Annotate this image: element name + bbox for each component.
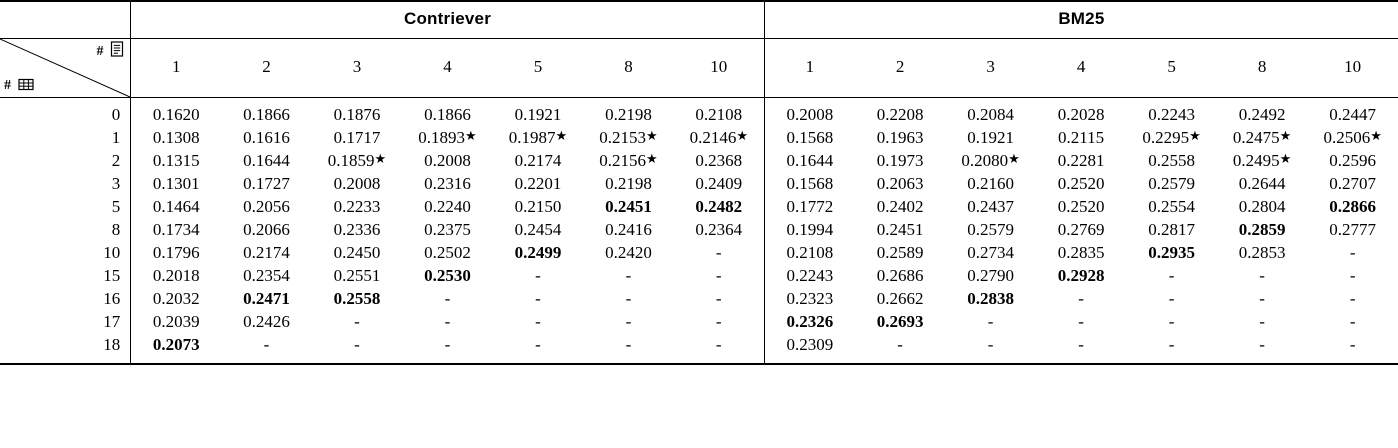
cell-contriever-3-row-18: - bbox=[312, 334, 403, 365]
cell-contriever-2-row-2: 0.1644 bbox=[243, 151, 290, 170]
cell-bm25-4-row-2: 0.2281 bbox=[1057, 151, 1105, 170]
table-row bbox=[0, 173, 1398, 196]
cell-contriever-2-row-16: 0.2471 bbox=[243, 289, 290, 308]
table-row bbox=[0, 219, 1398, 242]
cell-contriever-8-row-17: - bbox=[625, 312, 632, 331]
row-label: 5 bbox=[111, 197, 121, 216]
col-header-contriever-3: 3 bbox=[312, 39, 403, 98]
cell-contriever-10-row-10: - bbox=[715, 243, 722, 262]
group-header-row bbox=[0, 1, 1398, 39]
col-header-bm25-5: 5 bbox=[1126, 39, 1217, 98]
cell-contriever-2-row-5: 0.2056 bbox=[243, 197, 290, 216]
corner-label-documents: # bbox=[97, 41, 125, 62]
row-label: 2 bbox=[111, 151, 121, 170]
cell-contriever-1-row-15: 0.2018 bbox=[131, 265, 222, 288]
cell-bm25-5-row-5: 0.2554 bbox=[1148, 197, 1195, 216]
table-row bbox=[0, 288, 1398, 311]
cell-bm25-1-row-10: 0.2108 bbox=[764, 242, 855, 265]
cell-contriever-8-row-15: - bbox=[625, 266, 632, 285]
cell-bm25-2-row-18: - bbox=[855, 334, 946, 365]
col-header-contriever-10: 10 bbox=[674, 39, 765, 98]
cell-bm25-2-row-10: 0.2589 bbox=[876, 243, 924, 262]
column-header-row bbox=[0, 39, 1398, 98]
cell-bm25-3-row-17: - bbox=[987, 312, 994, 331]
cell-contriever-5-row-5: 0.2150 bbox=[514, 197, 562, 216]
cell-bm25-3-row-10: 0.2734 bbox=[967, 243, 1014, 262]
cell-bm25-5-row-3: 0.2579 bbox=[1148, 174, 1195, 193]
cell-bm25-5-row-18: - bbox=[1126, 334, 1217, 365]
cell-bm25-3-row-2: 0.2080★ bbox=[961, 151, 1020, 170]
cell-contriever-4-row-16: - bbox=[444, 289, 451, 308]
significance-star: ★ bbox=[465, 128, 477, 143]
cell-contriever-10-row-15: - bbox=[715, 266, 722, 285]
cell-contriever-10-row-2: 0.2368 bbox=[695, 151, 743, 170]
cell-contriever-1-row-18: 0.2073 bbox=[131, 334, 222, 365]
significance-star: ★ bbox=[1279, 151, 1292, 166]
cell-contriever-2-row-3: 0.1727 bbox=[243, 174, 290, 193]
axis-corner-cell bbox=[0, 39, 131, 98]
cell-contriever-4-row-2: 0.2008 bbox=[424, 151, 471, 170]
cell-bm25-3-row-18: - bbox=[945, 334, 1036, 365]
row-label: 8 bbox=[111, 220, 121, 239]
table-row bbox=[0, 196, 1398, 219]
cell-bm25-8-row-5: 0.2804 bbox=[1238, 197, 1286, 216]
table-row bbox=[0, 150, 1398, 173]
cell-contriever-5-row-2: 0.2174 bbox=[514, 151, 562, 170]
row-label: 15 bbox=[103, 266, 121, 285]
cell-bm25-3-row-5: 0.2437 bbox=[967, 197, 1014, 216]
cell-bm25-10-row-0: 0.2447 bbox=[1329, 105, 1377, 124]
cell-contriever-4-row-18: - bbox=[402, 334, 493, 365]
cell-contriever-2-row-8: 0.2066 bbox=[243, 220, 290, 239]
cell-contriever-2-row-17: 0.2426 bbox=[243, 312, 290, 331]
cell-bm25-4-row-10: 0.2835 bbox=[1057, 243, 1105, 262]
cell-bm25-5-row-8: 0.2817 bbox=[1148, 220, 1195, 239]
table-row bbox=[0, 334, 1398, 365]
cell-bm25-10-row-1: 0.2506★ bbox=[1323, 128, 1382, 147]
cell-bm25-4-row-18: - bbox=[1036, 334, 1127, 365]
cell-bm25-5-row-0: 0.2243 bbox=[1148, 105, 1195, 124]
col-header-bm25-4: 4 bbox=[1036, 39, 1127, 98]
cell-bm25-2-row-3: 0.2063 bbox=[876, 174, 924, 193]
row-label: 10 bbox=[103, 243, 121, 262]
table-icon bbox=[18, 78, 34, 96]
cell-contriever-8-row-18: - bbox=[583, 334, 674, 365]
corner-label-tables: # bbox=[4, 78, 34, 96]
cell-contriever-1-row-1: 0.1308 bbox=[131, 127, 222, 150]
cell-bm25-10-row-5: 0.2866 bbox=[1329, 197, 1377, 216]
group-header-contriever: Contriever bbox=[131, 1, 765, 39]
significance-star: ★ bbox=[555, 128, 568, 143]
cell-bm25-1-row-16: 0.2323 bbox=[764, 288, 855, 311]
cell-bm25-1-row-17: 0.2326 bbox=[764, 311, 855, 334]
row-label: 3 bbox=[111, 174, 121, 193]
cell-bm25-4-row-5: 0.2520 bbox=[1057, 197, 1105, 216]
cell-bm25-10-row-10: - bbox=[1349, 243, 1356, 262]
cell-contriever-3-row-1: 0.1717 bbox=[333, 128, 381, 147]
cell-contriever-4-row-5: 0.2240 bbox=[424, 197, 471, 216]
col-header-contriever-1: 1 bbox=[131, 39, 222, 98]
cell-contriever-5-row-1: 0.1987★ bbox=[508, 128, 568, 147]
cell-contriever-8-row-8: 0.2416 bbox=[605, 220, 652, 239]
cell-contriever-5-row-17: - bbox=[535, 312, 541, 331]
cell-contriever-3-row-3: 0.2008 bbox=[333, 174, 381, 193]
significance-star: ★ bbox=[646, 151, 658, 166]
cell-contriever-1-row-0: 0.1620 bbox=[131, 98, 222, 127]
cell-contriever-8-row-5: 0.2451 bbox=[605, 197, 652, 216]
cell-contriever-5-row-16: - bbox=[535, 289, 541, 308]
cell-bm25-5-row-1: 0.2295★ bbox=[1142, 128, 1201, 147]
cell-bm25-1-row-8: 0.1994 bbox=[764, 219, 855, 242]
cell-bm25-8-row-16: - bbox=[1259, 289, 1265, 308]
cell-bm25-10-row-16: - bbox=[1349, 289, 1356, 308]
cell-bm25-4-row-3: 0.2520 bbox=[1057, 174, 1105, 193]
table-row bbox=[0, 265, 1398, 288]
cell-bm25-2-row-15: 0.2686 bbox=[876, 266, 924, 285]
cell-bm25-5-row-17: - bbox=[1168, 312, 1175, 331]
cell-contriever-10-row-1: 0.2146★ bbox=[689, 128, 748, 147]
group-header-bm25: BM25 bbox=[764, 1, 1398, 39]
cell-bm25-4-row-16: - bbox=[1078, 289, 1084, 308]
cell-bm25-3-row-16: 0.2838 bbox=[967, 289, 1014, 308]
cell-contriever-5-row-0: 0.1921 bbox=[514, 105, 562, 124]
cell-contriever-4-row-10: 0.2502 bbox=[424, 243, 471, 262]
cell-bm25-10-row-2: 0.2596 bbox=[1329, 151, 1377, 170]
cell-bm25-2-row-5: 0.2402 bbox=[876, 197, 924, 216]
cell-bm25-8-row-0: 0.2492 bbox=[1238, 105, 1286, 124]
cell-contriever-8-row-16: - bbox=[625, 289, 632, 308]
cell-contriever-5-row-3: 0.2201 bbox=[514, 174, 562, 193]
col-header-contriever-4: 4 bbox=[402, 39, 493, 98]
cell-bm25-4-row-17: - bbox=[1078, 312, 1084, 331]
cell-bm25-8-row-17: - bbox=[1259, 312, 1265, 331]
cell-bm25-10-row-18: - bbox=[1307, 334, 1398, 365]
cell-bm25-3-row-1: 0.1921 bbox=[967, 128, 1014, 147]
cell-bm25-5-row-15: - bbox=[1168, 266, 1175, 285]
cell-bm25-4-row-0: 0.2028 bbox=[1057, 105, 1105, 124]
table-row bbox=[0, 242, 1398, 265]
row-label: 18 bbox=[0, 334, 131, 365]
col-header-bm25-2: 2 bbox=[855, 39, 946, 98]
cell-bm25-3-row-15: 0.2790 bbox=[967, 266, 1014, 285]
cell-bm25-10-row-3: 0.2707 bbox=[1329, 174, 1377, 193]
cell-contriever-1-row-17: 0.2039 bbox=[131, 311, 222, 334]
col-header-contriever-2: 2 bbox=[221, 39, 312, 98]
cell-bm25-4-row-8: 0.2769 bbox=[1057, 220, 1105, 239]
table-row bbox=[0, 98, 1398, 127]
cell-contriever-5-row-8: 0.2454 bbox=[514, 220, 562, 239]
cell-contriever-10-row-17: - bbox=[715, 312, 722, 331]
cell-bm25-8-row-8: 0.2859 bbox=[1238, 220, 1286, 239]
cell-contriever-1-row-16: 0.2032 bbox=[131, 288, 222, 311]
cell-contriever-3-row-16: 0.2558 bbox=[333, 289, 381, 308]
cell-contriever-2-row-18: - bbox=[221, 334, 312, 365]
cell-contriever-10-row-18: - bbox=[674, 334, 765, 365]
cell-contriever-3-row-5: 0.2233 bbox=[333, 197, 381, 216]
cell-bm25-1-row-1: 0.1568 bbox=[764, 127, 855, 150]
row-label: 17 bbox=[103, 312, 121, 331]
cell-bm25-10-row-8: 0.2777 bbox=[1329, 220, 1377, 239]
cell-bm25-1-row-2: 0.1644 bbox=[764, 150, 855, 173]
cell-contriever-5-row-10: 0.2499 bbox=[514, 243, 562, 262]
cell-bm25-10-row-17: - bbox=[1349, 312, 1356, 331]
cell-bm25-8-row-10: 0.2853 bbox=[1238, 243, 1286, 262]
cell-contriever-3-row-0: 0.1876 bbox=[333, 105, 381, 124]
cell-contriever-1-row-8: 0.1734 bbox=[131, 219, 222, 242]
significance-star: ★ bbox=[1008, 151, 1020, 166]
cell-bm25-3-row-3: 0.2160 bbox=[967, 174, 1014, 193]
cell-bm25-5-row-2: 0.2558 bbox=[1148, 151, 1195, 170]
table-row bbox=[0, 127, 1398, 150]
cell-bm25-1-row-5: 0.1772 bbox=[764, 196, 855, 219]
cell-bm25-10-row-15: - bbox=[1349, 266, 1356, 285]
cell-bm25-1-row-18: 0.2309 bbox=[764, 334, 855, 365]
cell-bm25-2-row-17: 0.2693 bbox=[876, 312, 924, 331]
cell-bm25-4-row-1: 0.2115 bbox=[1058, 128, 1105, 147]
table-row bbox=[0, 311, 1398, 334]
significance-star: ★ bbox=[1189, 128, 1201, 143]
cell-bm25-8-row-18: - bbox=[1217, 334, 1308, 365]
cell-contriever-4-row-8: 0.2375 bbox=[424, 220, 471, 239]
significance-star: ★ bbox=[1370, 128, 1382, 143]
cell-contriever-2-row-10: 0.2174 bbox=[243, 243, 290, 262]
cell-contriever-1-row-2: 0.1315 bbox=[131, 150, 222, 173]
cell-contriever-8-row-3: 0.2198 bbox=[605, 174, 652, 193]
col-header-contriever-8: 8 bbox=[583, 39, 674, 98]
results-table-body bbox=[0, 98, 1398, 365]
cell-contriever-2-row-0: 0.1866 bbox=[243, 105, 290, 124]
cell-contriever-8-row-2: 0.2156★ bbox=[599, 151, 658, 170]
col-header-bm25-1: 1 bbox=[764, 39, 855, 98]
cell-contriever-4-row-1: 0.1893★ bbox=[418, 128, 477, 147]
row-label: 1 bbox=[111, 128, 121, 147]
cell-bm25-8-row-1: 0.2475★ bbox=[1232, 128, 1292, 147]
cell-contriever-10-row-0: 0.2108 bbox=[695, 105, 743, 124]
cell-bm25-2-row-1: 0.1963 bbox=[876, 128, 924, 147]
cell-contriever-10-row-3: 0.2409 bbox=[695, 174, 743, 193]
row-label: 16 bbox=[103, 289, 121, 308]
significance-star: ★ bbox=[736, 128, 748, 143]
cell-bm25-2-row-8: 0.2451 bbox=[876, 220, 924, 239]
cell-contriever-5-row-18: - bbox=[493, 334, 584, 365]
cell-bm25-1-row-15: 0.2243 bbox=[764, 265, 855, 288]
document-icon bbox=[110, 41, 124, 62]
cell-bm25-5-row-10: 0.2935 bbox=[1148, 243, 1195, 262]
cell-contriever-8-row-10: 0.2420 bbox=[605, 243, 652, 262]
cell-contriever-3-row-17: - bbox=[354, 312, 360, 331]
cell-bm25-8-row-15: - bbox=[1259, 266, 1265, 285]
cell-contriever-2-row-1: 0.1616 bbox=[243, 128, 290, 147]
cell-bm25-8-row-3: 0.2644 bbox=[1238, 174, 1286, 193]
cell-contriever-1-row-10: 0.1796 bbox=[131, 242, 222, 265]
cell-contriever-8-row-0: 0.2198 bbox=[605, 105, 652, 124]
cell-bm25-3-row-8: 0.2579 bbox=[967, 220, 1014, 239]
col-header-bm25-8: 8 bbox=[1217, 39, 1308, 98]
cell-contriever-10-row-5: 0.2482 bbox=[695, 197, 743, 216]
col-header-bm25-10: 10 bbox=[1307, 39, 1398, 98]
cell-contriever-8-row-1: 0.2153★ bbox=[599, 128, 658, 147]
cell-contriever-1-row-3: 0.1301 bbox=[131, 173, 222, 196]
cell-contriever-4-row-15: 0.2530 bbox=[424, 266, 471, 285]
cell-bm25-2-row-0: 0.2208 bbox=[876, 105, 924, 124]
cell-bm25-4-row-15: 0.2928 bbox=[1057, 266, 1105, 285]
cell-contriever-3-row-10: 0.2450 bbox=[333, 243, 381, 262]
cell-bm25-3-row-0: 0.2084 bbox=[967, 105, 1014, 124]
col-header-contriever-5: 5 bbox=[493, 39, 584, 98]
cell-bm25-5-row-16: - bbox=[1168, 289, 1175, 308]
cell-contriever-4-row-0: 0.1866 bbox=[424, 105, 471, 124]
cell-contriever-5-row-15: - bbox=[535, 266, 541, 285]
cell-bm25-2-row-16: 0.2662 bbox=[876, 289, 924, 308]
cell-contriever-3-row-8: 0.2336 bbox=[333, 220, 381, 239]
cell-contriever-2-row-15: 0.2354 bbox=[243, 266, 290, 285]
cell-bm25-2-row-2: 0.1973 bbox=[876, 151, 924, 170]
significance-star: ★ bbox=[1279, 128, 1292, 143]
cell-contriever-3-row-15: 0.2551 bbox=[333, 266, 381, 285]
row-label: 0 bbox=[111, 105, 121, 124]
significance-star: ★ bbox=[374, 151, 387, 166]
cell-contriever-3-row-2: 0.1859★ bbox=[327, 151, 387, 170]
cell-bm25-1-row-3: 0.1568 bbox=[764, 173, 855, 196]
corner-spacer bbox=[0, 1, 131, 39]
cell-bm25-8-row-2: 0.2495★ bbox=[1232, 151, 1292, 170]
cell-bm25-1-row-0: 0.2008 bbox=[764, 98, 855, 127]
cell-contriever-4-row-17: - bbox=[444, 312, 451, 331]
col-header-bm25-3: 3 bbox=[945, 39, 1036, 98]
cell-contriever-10-row-16: - bbox=[715, 289, 722, 308]
significance-star: ★ bbox=[646, 128, 658, 143]
cell-contriever-1-row-5: 0.1464 bbox=[131, 196, 222, 219]
cell-contriever-10-row-8: 0.2364 bbox=[695, 220, 743, 239]
cell-contriever-4-row-3: 0.2316 bbox=[424, 174, 471, 193]
